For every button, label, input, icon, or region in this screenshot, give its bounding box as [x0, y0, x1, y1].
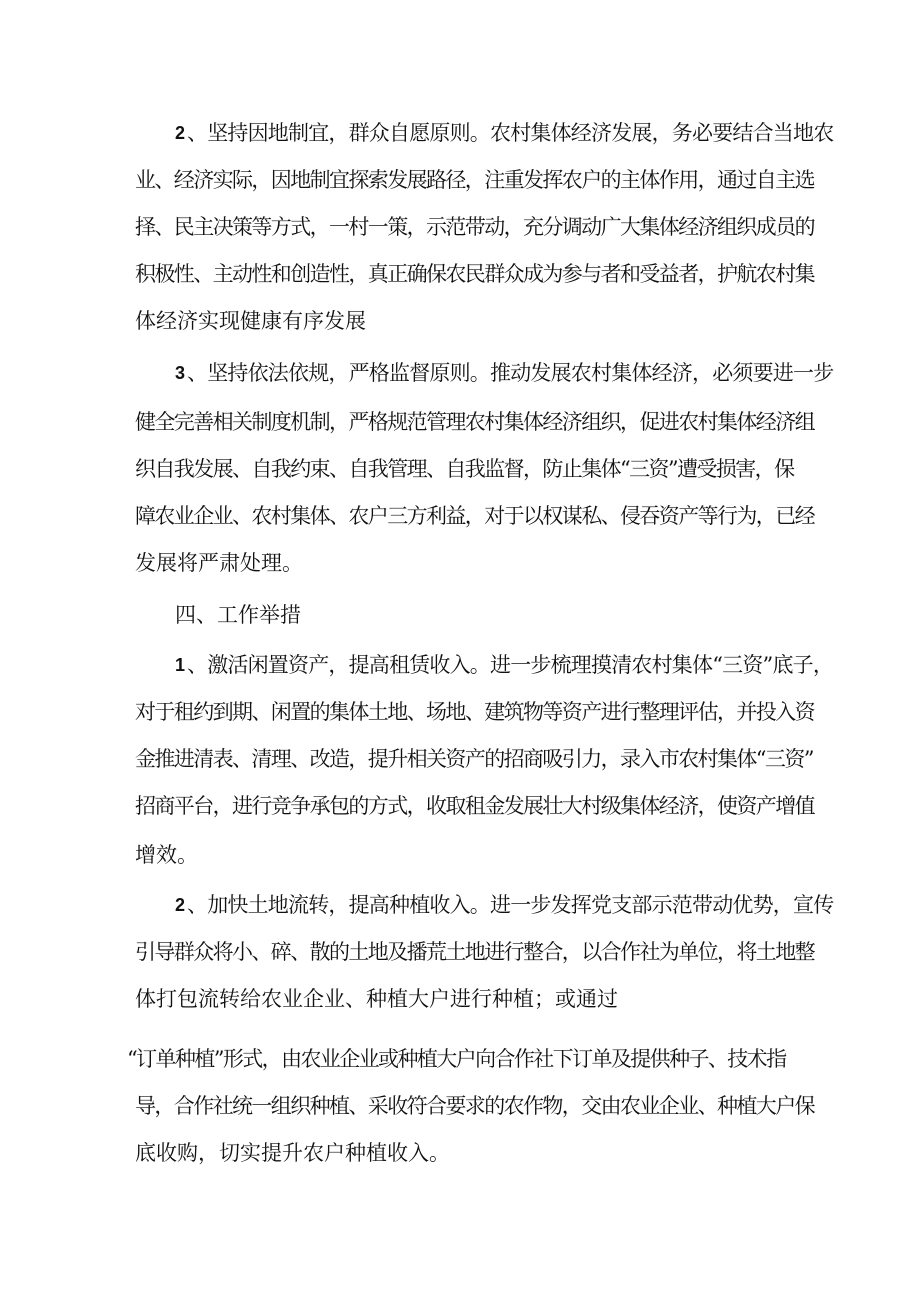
text-line: 、坚持依法依规，严格监督原则。推动发展农村集体经济，必须要进一步 — [187, 361, 834, 385]
text-line: 引导群众将小、碎、散的土地及播荒土地进行整合，以合作社为单位，将土地整 — [135, 940, 814, 964]
list-number: 3 — [175, 363, 186, 383]
text-line: 对于租约到期、闲置的集体土地、场地、建筑物等资产进行整理评估，并投入资 — [135, 700, 814, 724]
text-line: 积极性、主动性和创造性，真正确保农民群众成为参与者和受益者，护航农村集 — [135, 262, 814, 286]
text-line: 、加快土地流转，提高种植收入。进一步发挥党支部示范带动优势，宣传 — [187, 893, 834, 917]
text-line: 招商平台，进行竞争承包的方式，收取租金发展壮大村级集体经济，使资产增值 — [135, 794, 814, 818]
list-number: 2 — [175, 123, 186, 143]
text-line: 、坚持因地制宜，群众自愿原则。农村集体经济发展，务必要结合当地农 — [187, 121, 834, 145]
text-line: 体经济实现健康有序发展 — [135, 309, 366, 333]
text-line: 底收购，切实提升农户种植收入。 — [135, 1141, 450, 1165]
text-line: 发展将严肃处理。 — [135, 551, 303, 575]
section-heading-text: 四、工作举措 — [175, 603, 301, 627]
list-number: 1 — [175, 655, 186, 675]
text-line: 导，合作社统一组织种植、采收符合要求的农作物，交由农业企业、种植大户保 — [135, 1094, 814, 1118]
text-line: 业、经济实际，因地制宜探索发展路径，注重发挥农户的主体作用，通过自主选 — [135, 168, 814, 192]
text-line: “订单种植”形式，由农业企业或种植大户向合作社下订单及提供种子、技术指 — [127, 1047, 786, 1071]
text-line: 体打包流转给农业企业、种植大户进行种植；或通过 — [135, 987, 618, 1011]
list-number: 2 — [175, 895, 186, 915]
text-line: 健全完善相关制度机制，严格规范管理农村集体经济组织，促进农村集体经济组 — [135, 410, 814, 434]
text-line: 金推进清表、清理、改造，提升相关资产的招商吸引力，录入市农村集体“三资” — [135, 747, 813, 771]
text-line: 择、民主决策等方式，一村一策，示范带动，充分调动广大集体经济组织成员的 — [135, 215, 814, 239]
text-line: 织自我发展、自我约束、自我管理、自我监督，防止集体“三资”遭受损害，保 — [135, 457, 794, 481]
text-line: 障农业企业、农村集体、农户三方利益，对于以权谋私、侵吞资产等行为，已经 — [135, 504, 814, 528]
text-line: 增效。 — [135, 843, 198, 867]
text-line: 、激活闲置资产，提高租赁收入。进一步梳理摸清农村集体“三资”底子， — [187, 653, 834, 677]
